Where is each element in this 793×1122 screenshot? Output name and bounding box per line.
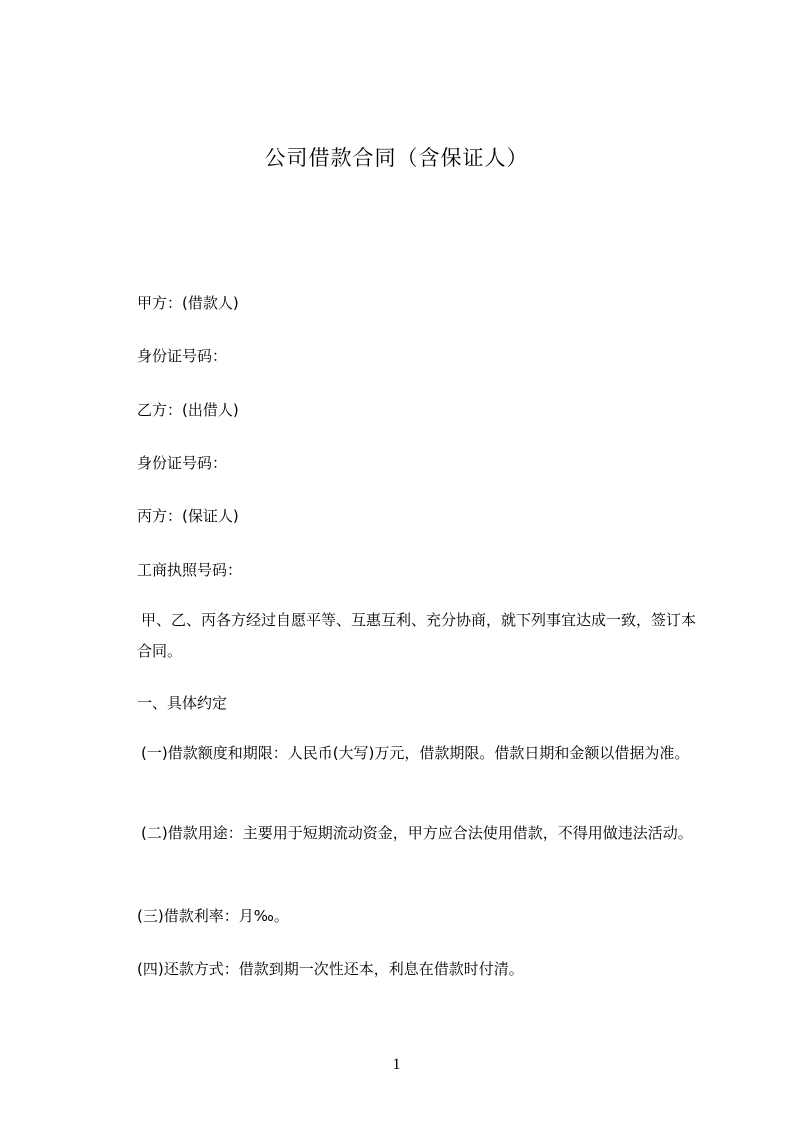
intro-paragraph bbox=[137, 605, 703, 667]
clause-1-text: (一)借款额度和期限：人民币(大写)万元，借款期限。借款日期和金额以借据为准。 bbox=[141, 744, 690, 762]
clause-2-paragraph bbox=[137, 818, 703, 849]
party-b-line: 乙方：(出借人) bbox=[137, 401, 239, 419]
party-a-line: 甲方：(借款人) bbox=[137, 294, 239, 312]
party-c-line: 丙方：(保证人) bbox=[137, 507, 239, 525]
party-a-id-line: 身份证号码： bbox=[137, 347, 228, 365]
party-b-id-line: 身份证号码： bbox=[137, 454, 228, 472]
intro-text: 甲、乙、丙各方经过自愿平等、互惠互利、充分协商，就下列事宜达成一致，签订本合同。 bbox=[137, 611, 697, 660]
clause-4-line: (四)还款方式：借款到期一次性还本，利息在借款时付清。 bbox=[137, 960, 524, 978]
clause-3-line: (三)借款利率：月‰。 bbox=[137, 907, 289, 925]
clause-2-text: (二)借款用途：主要用于短期流动资金，甲方应合法使用借款，不得用做违法活动。 bbox=[141, 824, 693, 842]
page-number: 1 bbox=[392, 1056, 401, 1073]
clause-1-paragraph bbox=[137, 738, 703, 769]
section1-heading: 一、具体约定 bbox=[137, 694, 228, 712]
document-title: 公司借款合同（含保证人） bbox=[264, 146, 529, 170]
party-c-license-line: 工商执照号码： bbox=[137, 561, 243, 579]
